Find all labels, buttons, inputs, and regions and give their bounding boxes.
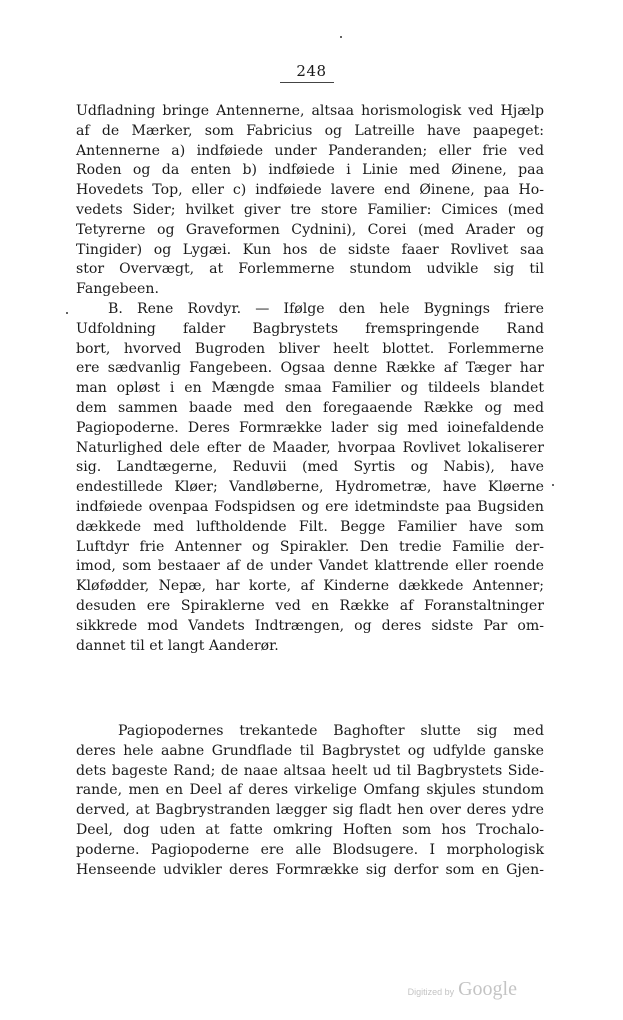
ink-speck	[340, 36, 342, 38]
text-line: Luftdyr frie Antenner og Spirakler. Den tredie Familie der-	[76, 538, 544, 555]
digitized-by-google-watermark	[408, 978, 517, 1001]
text-line: dækkede med luftholdende Filt. Begge Familier have som	[76, 518, 544, 535]
text-line: Hovedets Top, eller c) indføiede lavere end Øinene, paa Ho-	[76, 182, 544, 199]
text-line: sig. Landtægerne, Reduvii (med Syrtis og Nabis), have	[76, 459, 544, 476]
ink-speck	[66, 312, 68, 314]
text-line: stor Overvægt, at Forlemmerne stundom udvikle sig til	[76, 261, 544, 278]
text-line: Deel, dog uden at fatte omkring Hoften som hos Trochalo-	[76, 821, 544, 838]
ink-speck	[552, 484, 554, 486]
text-line: Naturlighed dele efter de Maader, hvorpaa Rovlivet lokaliserer	[76, 439, 544, 456]
text-line: Fangebeen.	[76, 281, 159, 298]
text-line: deres hele aabne Grundflade til Bagbrystet og udfylde ganske	[76, 742, 544, 759]
text-line: imod, som bestaaer af de under Vandet klattrende eller roende	[76, 558, 544, 575]
text-line: Antennerne a) indføiede under Panderanden; eller frie ved	[76, 142, 544, 159]
text-line: Udfoldning falder Bagbrystets fremspringende Rand	[76, 320, 544, 337]
text-line: Henseende udvikler deres Formrække sig derfor som en Gjen-	[76, 861, 544, 878]
text-line: desuden ere Spiraklerne ved en Række af Foranstaltninger	[76, 597, 544, 614]
text-line: Roden og da enten b) indføiede i Linie med Øinene, paa	[76, 162, 544, 179]
paragraph-block-2	[76, 722, 544, 880]
text-line: sikkrede mod Vandets Indtrængen, og deres sidste Par om-	[76, 617, 544, 634]
text-line: dannet til et langt Aanderør.	[76, 637, 279, 654]
text-line: B. Rene Rovdyr. — Ifølge den hele Bygnings friere	[108, 300, 544, 317]
text-line: rande, men en Deel af deres virkelige Omfang skjules stundom	[76, 782, 544, 799]
text-line: indføiede ovenpaa Fodspidsen og ere idetmindste paa Bugsiden	[76, 498, 544, 515]
page-number-underline	[280, 82, 334, 83]
text-line: dets bageste Rand; de naae altsaa heelt ud til Bagbrystets Side-	[76, 762, 544, 779]
paragraph-block-1	[76, 102, 544, 656]
text-line: af de Mærker, som Fabricius og Latreille have paapeget:	[76, 122, 544, 139]
text-line: man opløst i en Mængde smaa Familier og tildeels blandet	[76, 380, 544, 397]
page-number: 248	[296, 62, 327, 80]
text-line: Tingider) og Lygæi. Kun hos de sidste faaer Rovlivet saa	[76, 241, 544, 258]
text-line: dem sammen baade med den foregaaende Række og med	[76, 399, 544, 416]
text-line: Kløfødder, Nepæ, har korte, af Kinderne dækkede Antenner;	[76, 578, 544, 595]
text-line: poderne. Pagiopoderne ere alle Blodsugere. I morphologisk	[76, 841, 544, 858]
text-line: Pagiopodernes trekantede Baghofter slutte sig med	[118, 723, 544, 739]
text-line: vedets Sider; hvilket giver tre store Familier: Cimices (med	[76, 201, 544, 218]
text-line: Udfladning bringe Antennerne, altsaa horismologisk ved Hjælp	[76, 103, 544, 119]
text-line: derved, at Bagbrystranden lægger sig fladt hen over deres ydre	[76, 802, 544, 819]
google-logo: Google	[458, 978, 517, 1000]
text-line: Pagiopoderne. Deres Formrække lader sig med ioinefaldende	[76, 419, 544, 436]
text-line: ere sædvanlig Fangebeen. Ogsaa denne Række af Tæger har	[76, 360, 544, 377]
digitized-label: Digitized by	[407, 987, 455, 997]
text-line: Tetyrerne og Graveformen Cydnini), Corei (med Arader og	[76, 221, 544, 238]
text-line: endestillede Kløer; Vandløberne, Hydrometræ, have Kløerne	[76, 479, 544, 496]
text-line: bort, hvorved Bugroden bliver heelt blottet. Forlemmerne	[76, 340, 544, 357]
